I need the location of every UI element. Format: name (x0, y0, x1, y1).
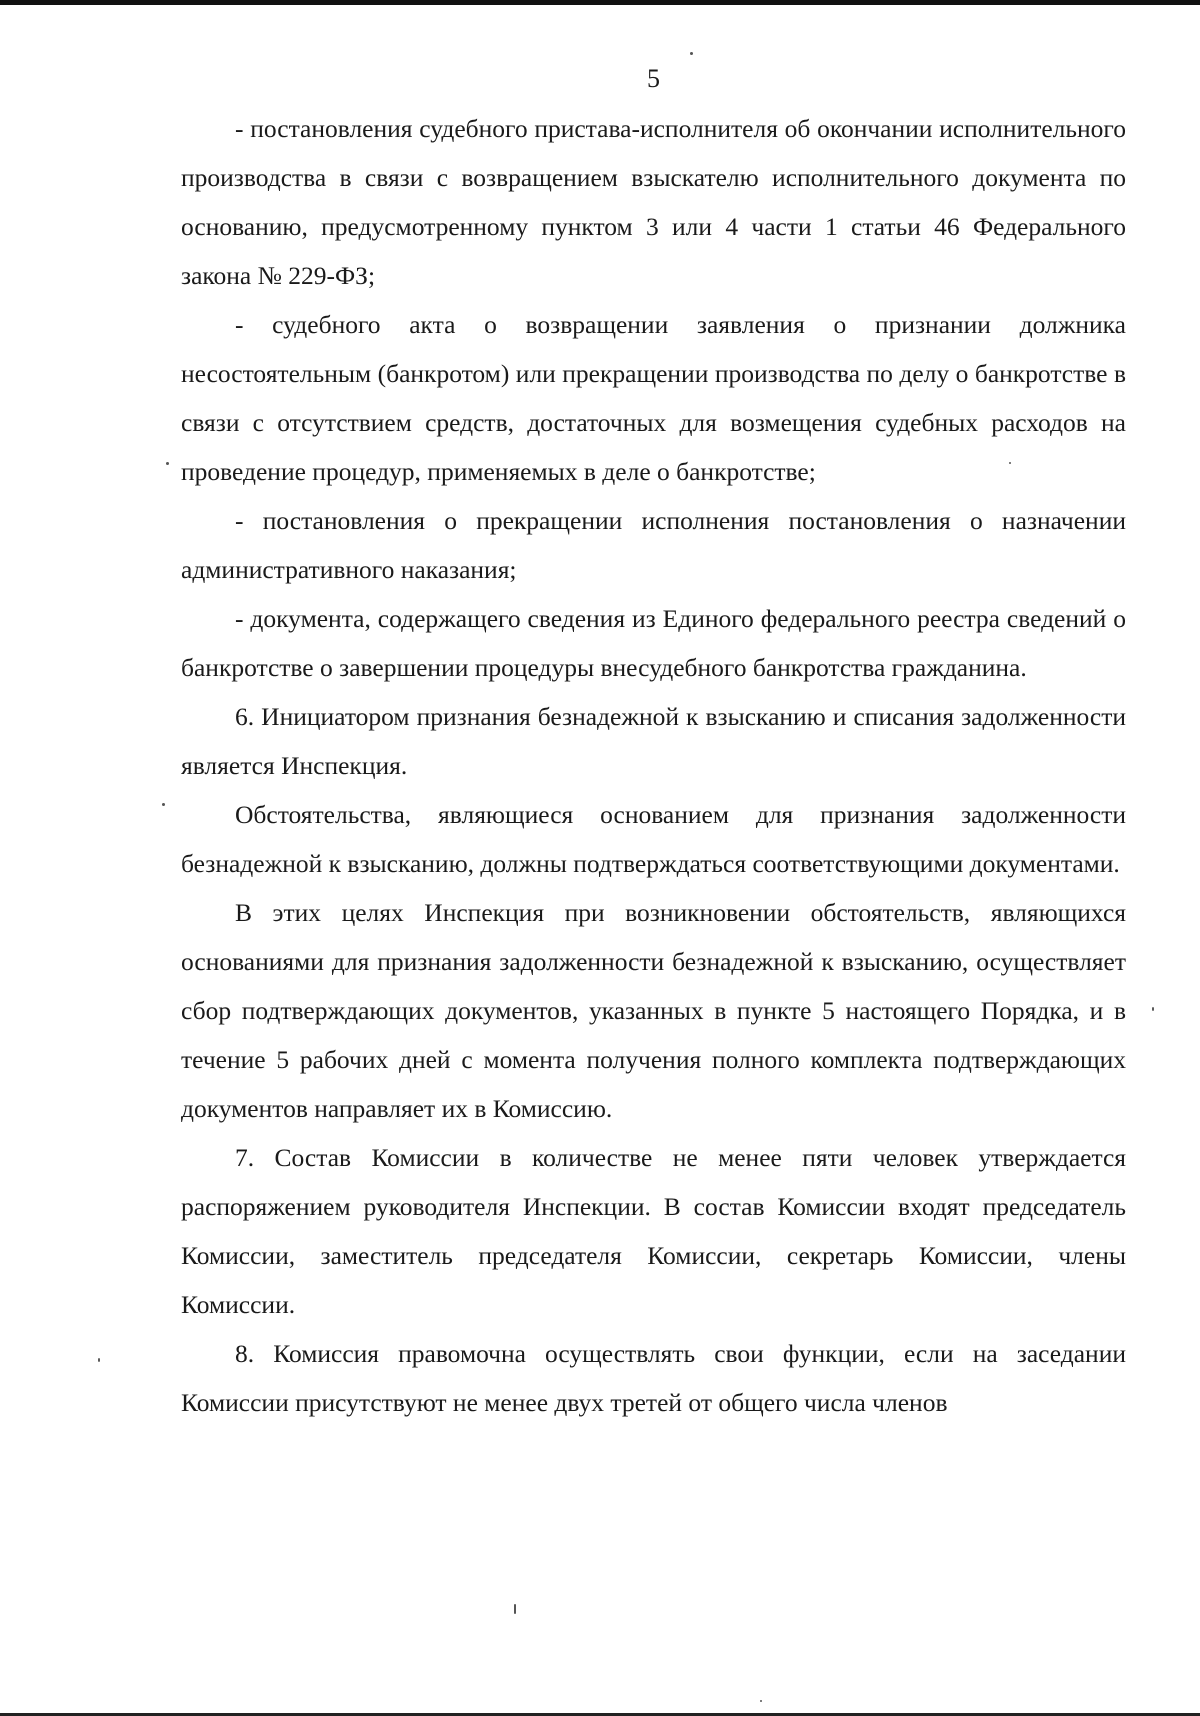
paragraph-circumstances: Обстоятельства, являющиеся основанием для признания задолженности безнадежной к взысканию, должны подтверждаться соответствующими документами. (181, 800, 1126, 878)
paragraph-item-6: 6. Инициатором признания безнадежной к взысканию и списания задолженности является Инспекция. (181, 702, 1126, 780)
scan-edge-top (0, 0, 1200, 5)
scan-speck (162, 803, 165, 806)
paragraph-purposes: В этих целях Инспекция при возникновении обстоятельств, являющихся основаниями для признания задолженности безнадежной к взысканию, осуществляет сбор подтверждающих документов, указанных в пункте 5 настоящего Порядка, и в течение 5 рабочих дней с момента получения полного комплекта подтверждающих документов направляет их в Комиссию. (181, 898, 1126, 1123)
paragraph-bullet-termination-resolution: - постановления о прекращении исполнения постановления о назначении административного наказания; (181, 506, 1126, 584)
scan-speck (166, 462, 169, 465)
scan-speck (98, 1358, 100, 1362)
paragraph-bullet-bailiff-resolution: - постановления судебного пристава-исполнителя об окончании исполнительного производства в связи с возвращением взыскателю исполнительного документа по основанию, предусмотренному пунктом 3 или 4 части 1 статьи 46 Федерального закона № 229-ФЗ; (181, 114, 1126, 290)
paragraph-bullet-registry-document: - документа, содержащего сведения из Единого федерального реестра сведений о банкротстве о завершении процедуры внесудебного банкротства гражданина. (181, 604, 1126, 682)
paragraph-bullet-court-act: - судебного акта о возвращении заявления о признании должника несостоятельным (банкротом) или прекращении производства по делу о банкротстве в связи с отсутствием средств, достаточных для возмещения судебных расходов на проведение процедур, применяемых в деле о банкротстве; (181, 310, 1126, 486)
scan-speck (1009, 462, 1011, 464)
document-body (181, 104, 1126, 1427)
paragraph-item-7: 7. Состав Комиссии в количестве не менее пяти человек утверждается распоряжением руководителя Инспекции. В состав Комиссии входят председатель Комиссии, заместитель председателя Комиссии, секретарь Комиссии, члены Комиссии. (181, 1143, 1126, 1319)
scan-speck (1152, 1007, 1154, 1011)
scan-speck (760, 1700, 762, 1702)
page-number: 5 (647, 64, 660, 93)
scan-speck (514, 1604, 516, 1614)
paragraph-item-8: 8. Комиссия правомочна осуществлять свои функции, если на заседании Комиссии присутствуют не менее двух третей от общего числа членов (181, 1339, 1126, 1417)
scan-speck (690, 52, 693, 55)
